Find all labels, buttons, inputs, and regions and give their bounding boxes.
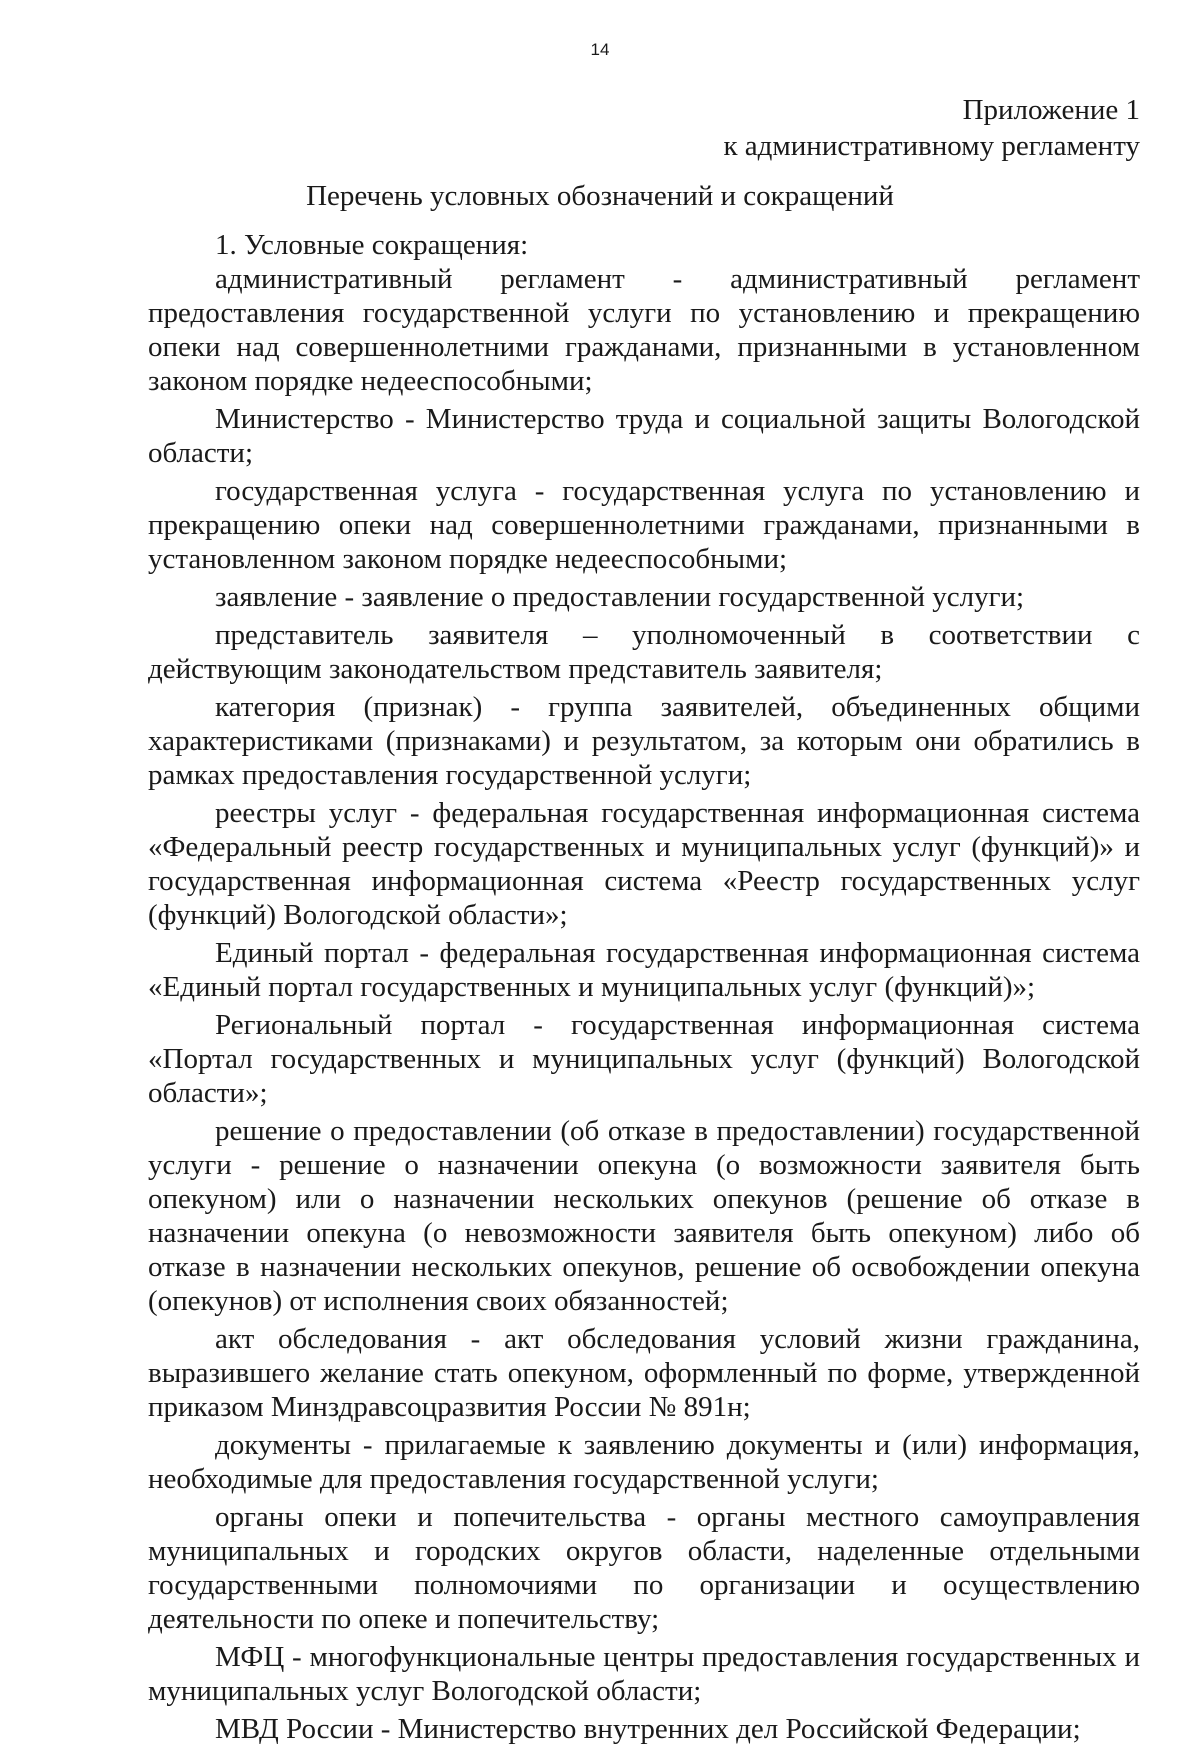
definition-entry: решение о предоставлении (об отказе в предоставлении) государственной услуги - решение о назначении опекуна (о возможности заявителя быть опекуном) или о назначении нескольких опекунов (решение об отказе в назначении опекуна (о невозможности заявителя быть опекуном) либо об отказе в назначении нескольких опекунов, решение об освобождении опекуна (опекунов) от исполнения своих обязанностей; xyxy=(148,1115,1140,1317)
appendix-label: Приложение 1 xyxy=(962,94,1140,126)
section-heading: 1. Условные сокращения: xyxy=(215,229,529,261)
definition-entry: Министерство - Министерство труда и социальной защиты Вологодской области; xyxy=(148,403,1140,469)
definition-entry: реестры услуг - федеральная государственная информационная система «Федеральный реестр государственных и муниципальных услуг (функций)» и государственная информационная система «Реестр государственных услуг (функций) Вологодской области»; xyxy=(148,797,1140,931)
definition-entry: административный регламент - административный регламент предоставления государственной услуги по установлению и прекращению опеки над совершеннолетними гражданами, признанными в установленном законом порядке недееспособными; xyxy=(148,263,1140,397)
document-body xyxy=(148,228,1140,1750)
definition-entry: Единый портал - федеральная государственная информационная система «Единый портал государственных и муниципальных услуг (функций)»; xyxy=(148,937,1140,1003)
definition-entry: заявление - заявление о предоставлении государственной услуги; xyxy=(215,581,1025,613)
definition-entry: представитель заявителя – уполномоченный в соответствии с действующим законодательством представитель заявителя; xyxy=(148,619,1140,685)
document-title: Перечень условных обозначений и сокращений xyxy=(306,180,894,212)
definition-entry: документы - прилагаемые к заявлению документы и (или) информация, необходимые для предоставления государственной услуги; xyxy=(148,1429,1140,1495)
definition-entry: МВД России - Министерство внутренних дел Российской Федерации; xyxy=(215,1713,1081,1745)
page-number: 14 xyxy=(590,40,610,59)
definition-entry: Региональный портал - государственная информационная система «Портал государственных и муниципальных услуг (функций) Вологодской области»; xyxy=(148,1009,1140,1109)
definition-entry: государственная услуга - государственная услуга по установлению и прекращению опеки над совершеннолетними гражданами, признанными в установленном законом порядке недееспособными; xyxy=(148,475,1140,575)
definition-entry: органы опеки и попечительства - органы местного самоуправления муниципальных и городских округов области, наделенные отдельными государственными полномочиями по организации и осуществлению деятельности по опеке и попечительству; xyxy=(148,1501,1140,1635)
appendix-header xyxy=(723,92,1140,164)
definition-entry: акт обследования - акт обследования условий жизни гражданина, выразившего желание стать опекуном, оформленный по форме, утвержденной приказом Минздравсоцразвития России № 891н; xyxy=(148,1323,1140,1423)
definition-entry: МФЦ - многофункциональные центры предоставления государственных и муниципальных услуг Вологодской области; xyxy=(148,1641,1140,1707)
definition-entry: категория (признак) - группа заявителей, объединенных общими характеристиками (признаками) и результатом, за которым они обратились в рамках предоставления государственной услуги; xyxy=(148,691,1140,791)
appendix-reference: к административному регламенту xyxy=(723,130,1140,162)
